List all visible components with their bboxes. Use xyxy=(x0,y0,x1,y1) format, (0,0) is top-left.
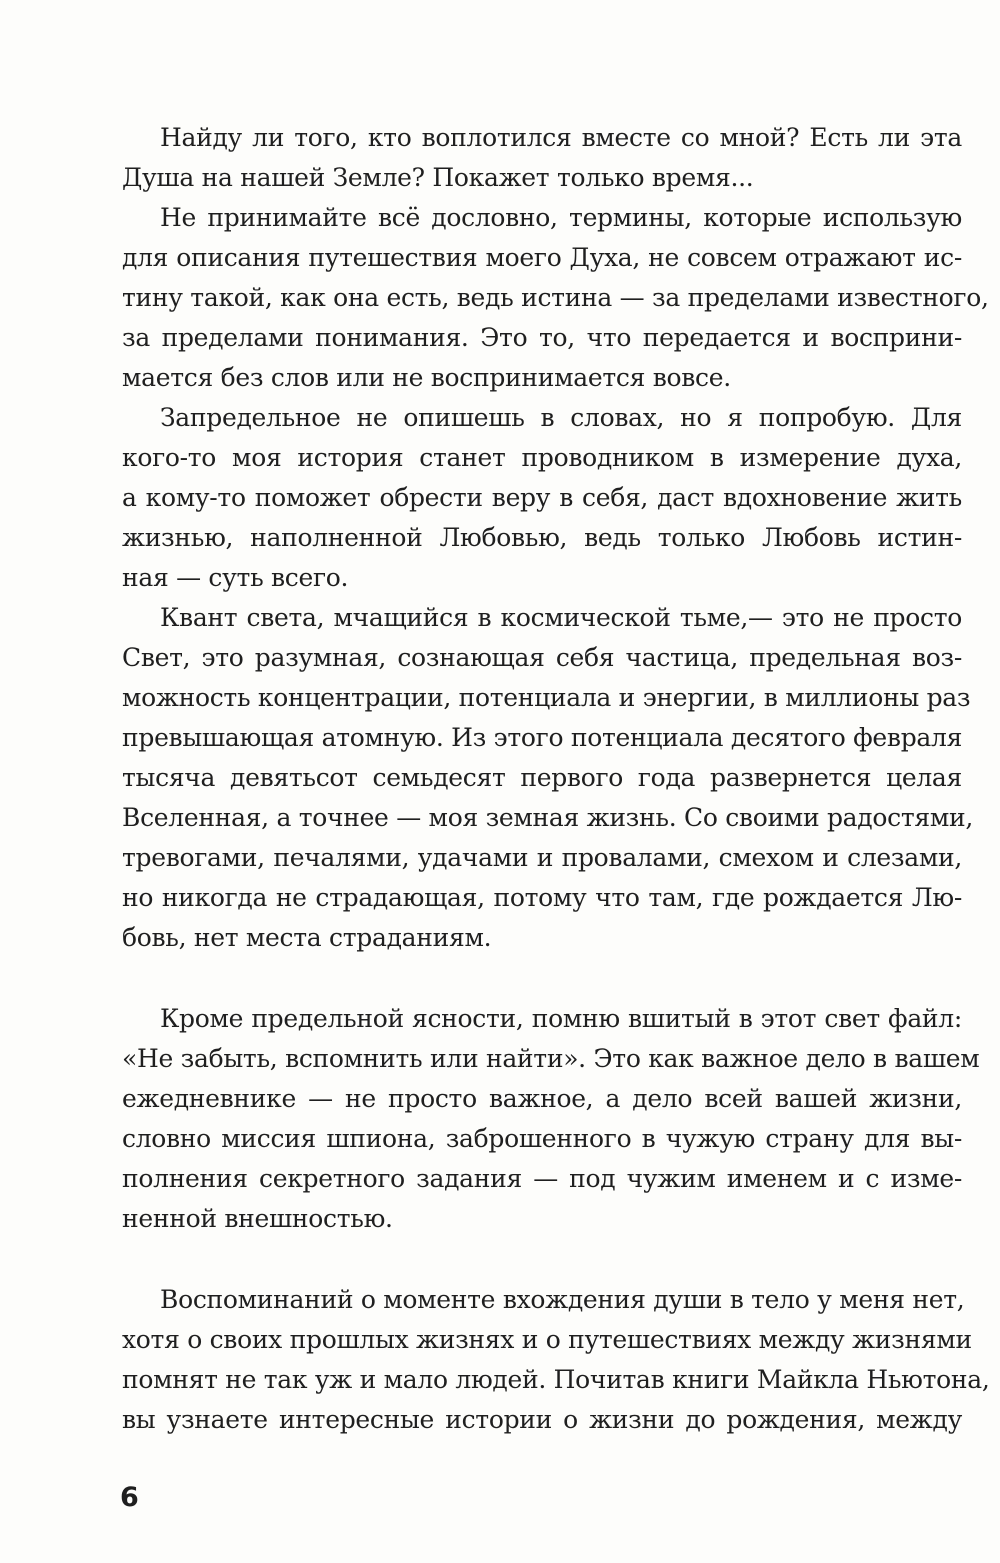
text-line: словно миссия шпиона, заброшенного в чужую страну для вы- xyxy=(122,1124,962,1153)
text-line: Свет, это разумная, сознающая себя частица, предельная воз- xyxy=(122,643,962,672)
text-line: Кроме предельной ясности, помню вшитый в этот свет файл: xyxy=(160,1004,962,1033)
paragraph xyxy=(122,1280,990,1440)
text-line: Найду ли того, кто воплотился вместе со мной? Есть ли эта xyxy=(160,123,962,152)
section-gap xyxy=(122,958,962,999)
text-line: Не принимайте всё дословно, термины, которые использую xyxy=(160,203,962,232)
text-line: тысяча девятьсот семьдесят первого года развернется целая xyxy=(122,763,962,792)
text-line: «Не забыть, вспомнить или найти». Это как важное дело в вашем xyxy=(122,1044,980,1073)
page-body-text xyxy=(122,118,990,1440)
paragraph xyxy=(122,398,962,598)
text-line: ежедневнике — не просто важное, а дело всей вашей жизни, xyxy=(122,1084,962,1113)
text-line: Душа на нашей Земле? Покажет только время... xyxy=(122,163,754,192)
text-line: Квант света, мчащийся в космической тьме,— это не просто xyxy=(160,603,962,632)
text-line: Запредельное не опишешь в словах, но я попробую. Для xyxy=(160,403,962,432)
text-line: тину такой, как она есть, ведь истина — за пределами известного, xyxy=(122,283,989,312)
text-line: для описания путешествия моего Духа, не совсем отражают ис- xyxy=(122,243,962,272)
text-line: помнят не так уж и мало людей. Почитав книги Майкла Ньютона, xyxy=(122,1365,990,1394)
text-line: полнения секретного задания — под чужим именем и с изме- xyxy=(122,1164,962,1193)
text-line: мается без слов или не воспринимается вовсе. xyxy=(122,363,731,392)
text-line: можность концентрации, потенциала и энергии, в миллионы раз xyxy=(122,683,971,712)
text-line: ная — суть всего. xyxy=(122,563,349,592)
text-line: тревогами, печалями, удачами и провалами, смехом и слезами, xyxy=(122,843,962,872)
text-line: а кому-то поможет обрести веру в себя, даст вдохновение жить xyxy=(122,483,962,512)
text-line: кого-то моя история станет проводником в измерение духа, xyxy=(122,443,962,472)
paragraph xyxy=(122,999,980,1239)
section-gap xyxy=(122,1239,962,1280)
paragraph xyxy=(122,118,962,198)
text-line: вы узнаете интересные истории о жизни до рождения, между xyxy=(122,1405,962,1434)
text-line: Воспоминаний о моменте вхождения души в тело у меня нет, xyxy=(160,1285,965,1314)
text-line: превышающая атомную. Из этого потенциала десятого февраля xyxy=(122,723,963,752)
text-line: ненной внешностью. xyxy=(122,1204,393,1233)
text-line: Вселенная, а точнее — моя земная жизнь. Со своими радостями, xyxy=(122,803,973,832)
text-line: жизнью, наполненной Любовью, ведь только Любовь истин- xyxy=(122,523,962,552)
text-line: хотя о своих прошлых жизнях и о путешествиях между жизнями xyxy=(122,1325,972,1354)
text-line: бовь, нет места страданиям. xyxy=(122,923,492,952)
text-line: но никогда не страдающая, потому что там, где рождается Лю- xyxy=(122,883,962,912)
text-line: за пределами понимания. Это то, что передается и восприни- xyxy=(122,323,962,352)
paragraph xyxy=(122,198,989,398)
page-number: 6 xyxy=(120,1482,139,1513)
paragraph xyxy=(122,598,973,958)
